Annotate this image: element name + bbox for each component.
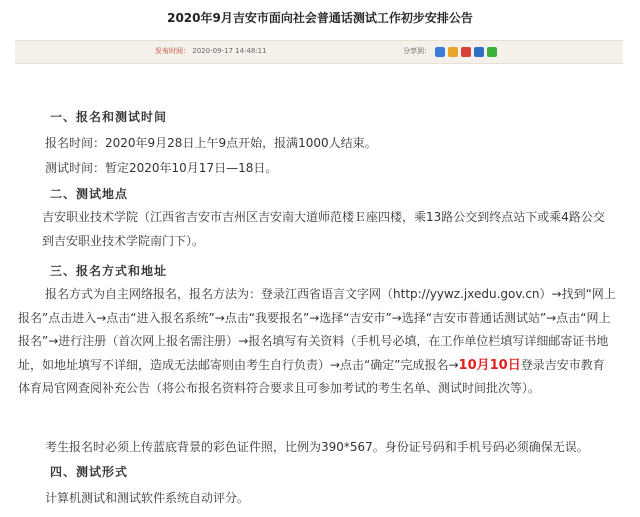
publish-label: 发布时间： [155, 47, 190, 55]
photo-requirement: 考生报名时必须上传蓝底背景的彩色证件照，比例为390*567。身份证号码和手机号码必须确保无误。 [45, 440, 589, 454]
qzone-icon[interactable] [435, 47, 445, 57]
registration-time: 报名时间：2020年9月28日上午9点开始，报满1000人结束。 [45, 136, 377, 150]
test-time: 测试时间：暂定2020年10月17日—18日。 [45, 161, 278, 175]
renren-icon[interactable] [474, 47, 484, 57]
share-icons [435, 47, 497, 57]
test-location: 吉安职业技术学院（江西省吉安市吉州区吉安南大道师范楼Ｅ座四楼，乘13路公交到终点站下或乘4路公交到吉安职业技术学院南门下）。 [42, 210, 605, 248]
publish-info [155, 46, 267, 56]
registration-method-tail: 登录吉安市教育体育局官网查阅补充公告（将公布报名资料符合要求且可参加考试的考生名单、测试时间批次等）。 [18, 357, 605, 395]
section-2-heading: 二、测试地点 [50, 187, 129, 201]
tencent-weibo-icon[interactable] [448, 47, 458, 57]
section-3-heading: 三、报名方式和地址 [50, 264, 168, 278]
sina-weibo-icon[interactable] [461, 47, 471, 57]
registration-method [18, 283, 616, 401]
section-1-heading: 一、报名和测试时间 [50, 110, 168, 124]
share-label: 分享到： [403, 47, 431, 55]
meta-bar [15, 40, 623, 64]
test-format: 计算机测试和测试软件系统自动评分。 [45, 491, 250, 505]
wechat-icon[interactable] [487, 47, 497, 57]
page-title: 2020年9月吉安市面向社会普通话测试工作初步安排公告 [167, 11, 473, 25]
registration-method-text: 报名方式为自主网络报名，报名方法为：登录江西省语言文字网（http://yywz.jxedu.gov.cn）→找到“网上报名”点击进入→点击“进入报名系统”→点击“我要报名”→选择“吉安市”→选择“吉安市普通话测试站”→点击“网上报名”→进行注册（首次网上报名需注册）→报名填写有关资料（手机号必填，在工作单位栏填写详细邮寄证书地址，如地址填写不详细，造成无法邮寄则由考生自行负责）→点击“确定”完成报名→ [18, 287, 616, 372]
section-4-heading: 四、测试形式 [50, 465, 129, 479]
publish-time: 2020-09-17 14:48:11 [192, 47, 267, 55]
deadline-highlight: 10月10日 [458, 357, 521, 373]
